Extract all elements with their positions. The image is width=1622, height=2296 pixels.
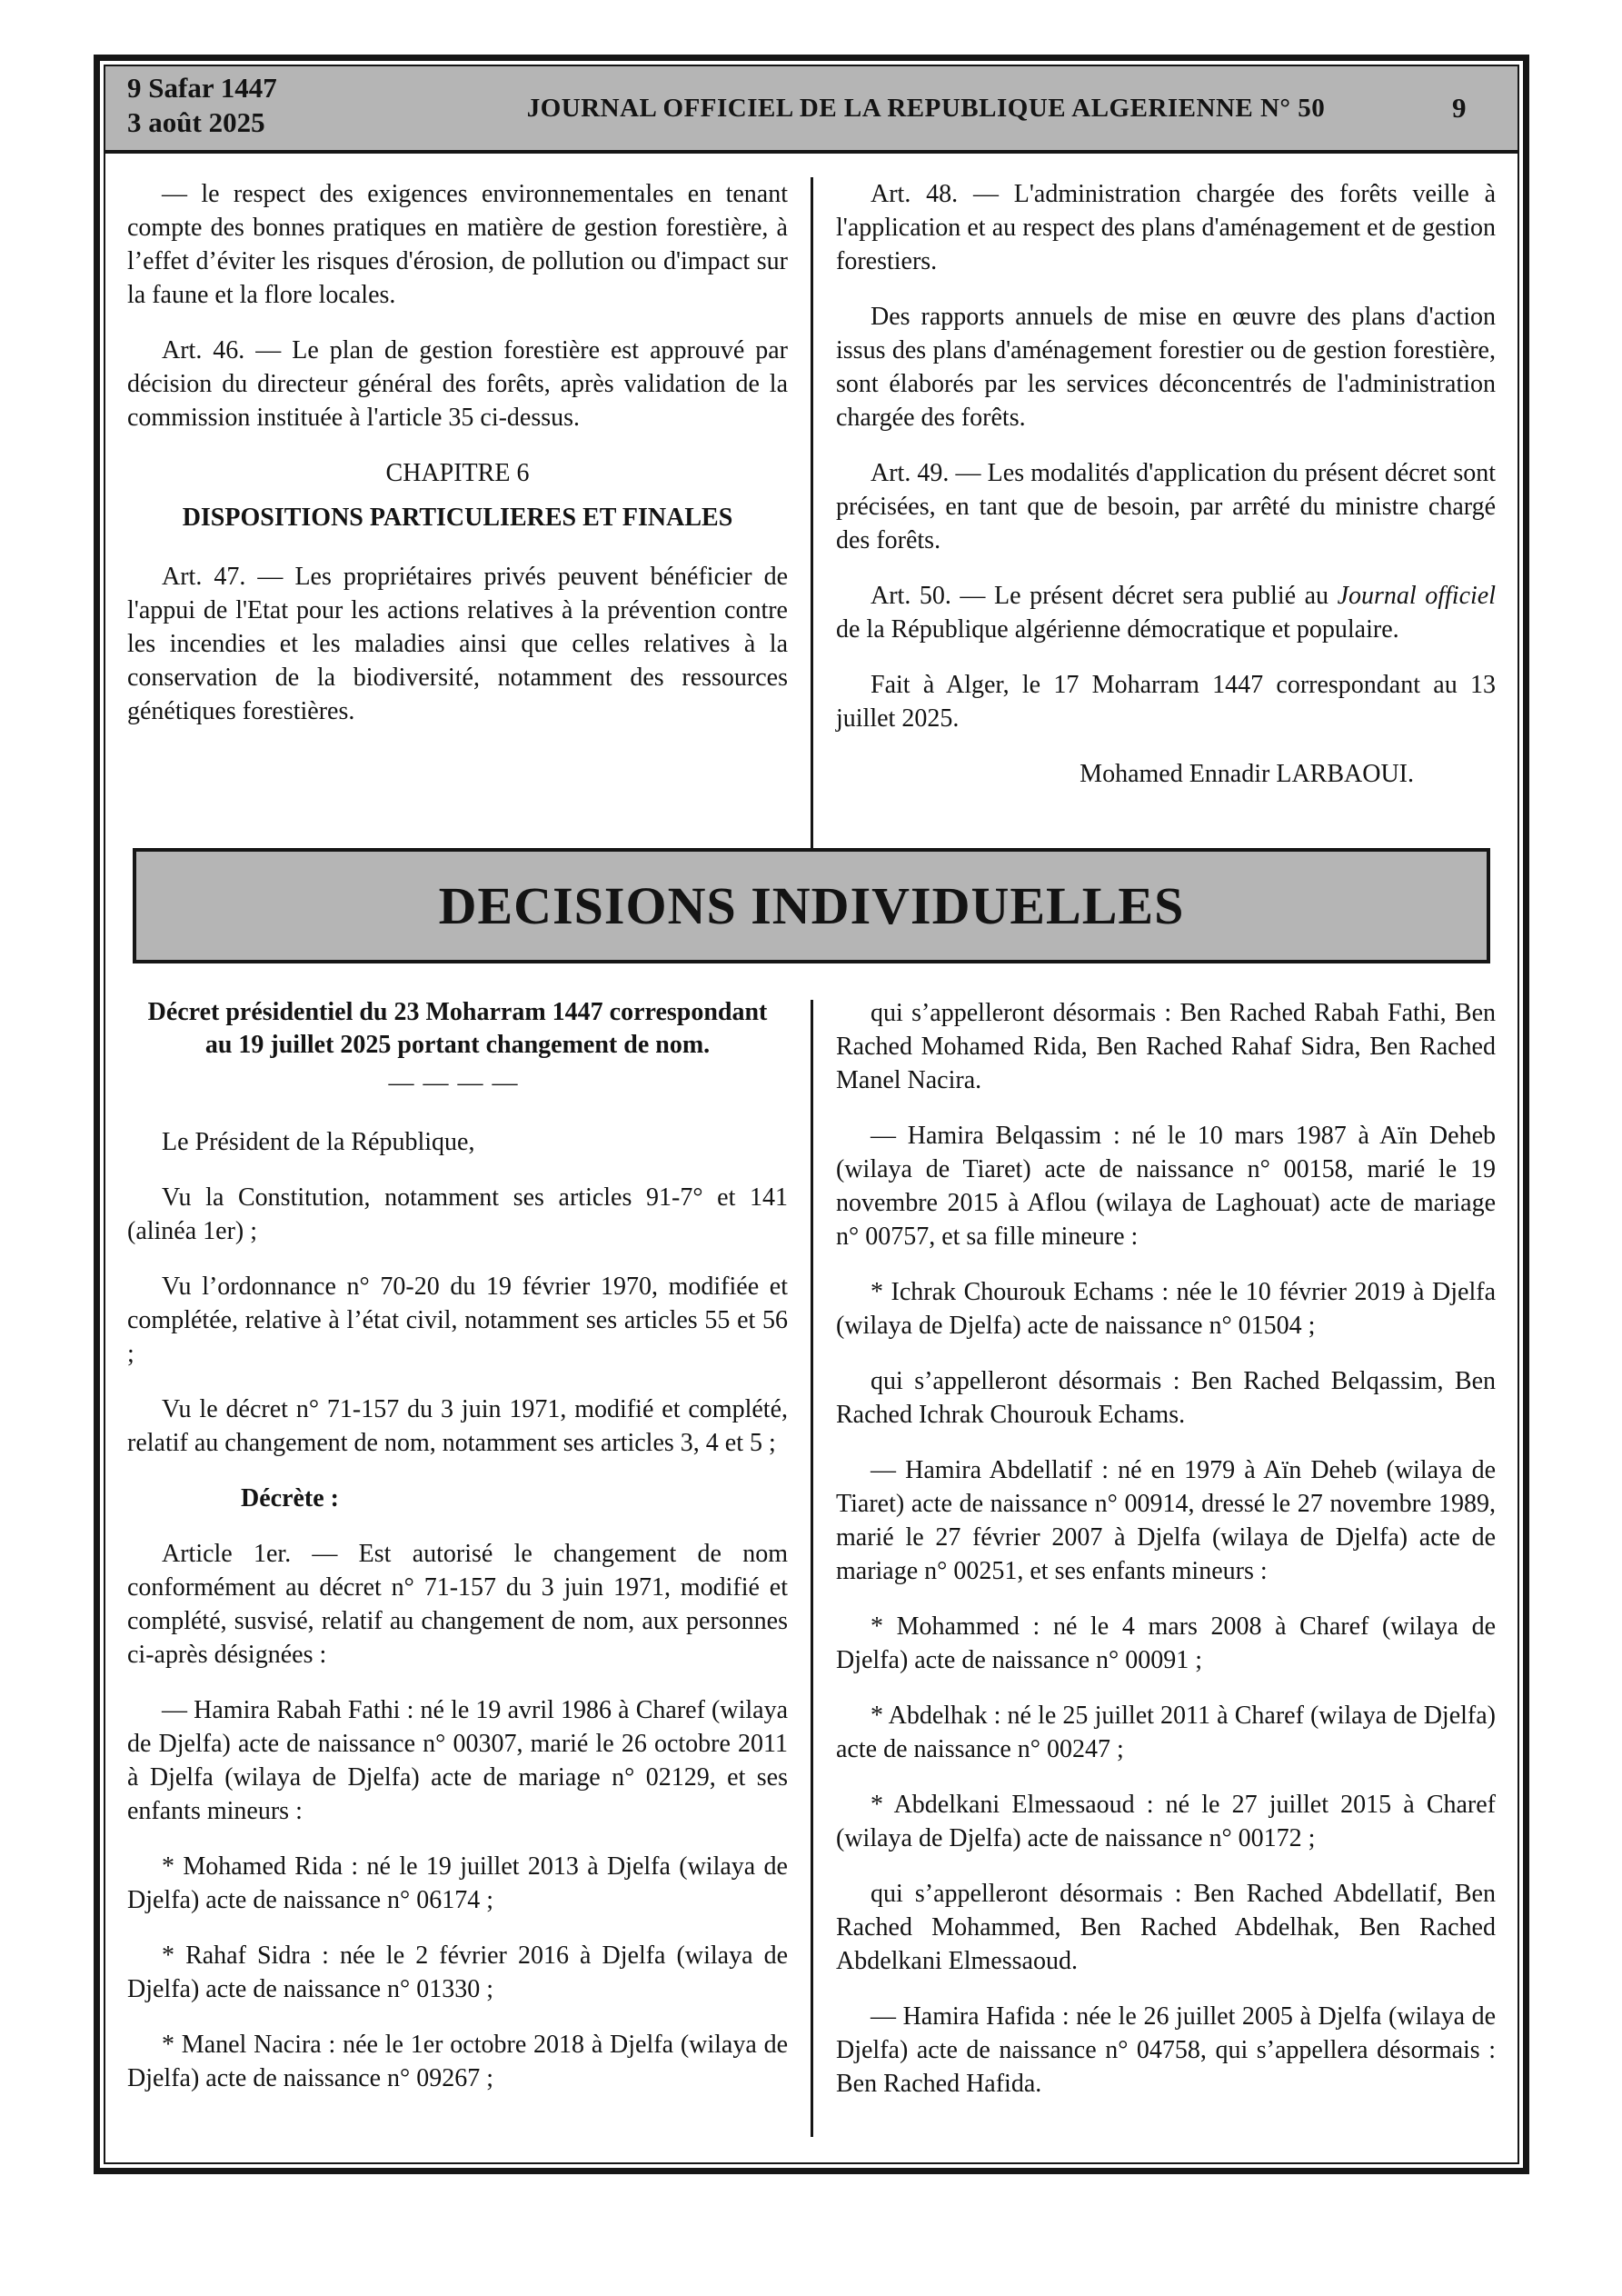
paragraph-mohammed: * Mohammed : né le 4 mars 2008 à Charef (wilaya de Djelfa) acte de naissance n° 00091 ; [836, 1612, 1496, 1674]
paragraph-art-46: Art. 46. — Le plan de gestion forestière est approuvé par décision du directeur général des forêts, après validation de la commission instituée à l'article 35 ci-dessus. [127, 336, 788, 432]
paragraph-art-49: Art. 49. — Les modalités d'application du présent décret sont précisées, en tant que de besoin, par arrêté du ministre chargé des forêts. [836, 459, 1496, 554]
paragraph-vu-decret: Vu le décret n° 71-157 du 3 juin 1971, modifié et complété, relatif au changement de nom, notamment ses articles 3, 4 et 5 ; [127, 1395, 788, 1457]
column-divider-bottom [811, 1000, 813, 2137]
signature-larbaoui: Mohamed Ennadir LARBAOUI. [1080, 760, 1414, 788]
date-gregorian: 3 août 2025 [127, 106, 265, 138]
masthead-dates [105, 66, 400, 150]
paragraph-ichrak-chourouk: * Ichrak Chourouk Echams : née le 10 février 2019 à Djelfa (wilaya de Djelfa) acte de naissance n° 01504 ; [836, 1278, 1496, 1340]
name-change-left-column [127, 991, 788, 2162]
paragraph-respect-exigences: — le respect des exigences environnementales en tenant compte des bonnes pratiques en matière de gestion forestière, à l’effet d’éviter les risques d'érosion, de pollution ou d'impact sur la faune et la flore locales. [127, 180, 788, 309]
paragraph-rename-1: qui s’appelleront désormais : Ben Rached Rabah Fathi, Ben Rached Mohamed Rida, Ben Rached Rahaf Sidra, Ben Rached Manel Nacira. [836, 999, 1496, 1094]
paragraph-art-50 [836, 579, 1496, 646]
paragraph-hamira-belqassim: — Hamira Belqassim : né le 10 mars 1987 à Aïn Deheb (wilaya de Tiaret) acte de naissance n° 00158, marié le 19 novembre 2015 à Aflou (wilaya de Laghouat) acte de mariage n° 00757, et sa fille mineure : [836, 1122, 1496, 1251]
art-50-text: Art. 50. — Le présent décret sera publié au [871, 582, 1338, 610]
paragraph-abdelkani: * Abdelkani Elmessaoud : né le 27 juillet 2015 à Charef (wilaya de Djelfa) acte de naissance n° 00172 ; [836, 1791, 1496, 1852]
paragraph-vu-constitution: Vu la Constitution, notamment ses articles 91-7° et 141 (alinéa 1er) ; [127, 1183, 788, 1245]
column-divider-top [811, 177, 813, 848]
forest-right-column [836, 154, 1496, 848]
paragraph-article-1er: Article 1er. — Est autorisé le changement de nom conformément au décret n° 71-157 du 3 juin 1971, modifié et complété, susvisé, relatif au changement de nom, aux personnes ci-après désignées : [127, 1540, 788, 1669]
paragraph-hamira-abdellatif: — Hamira Abdellatif : né en 1979 à Aïn Deheb (wilaya de Tiaret) acte de naissance n° 00914, dressé le 27 novembre 1989, marié le 27 février 2007 à Djelfa (wilaya de Djelfa) acte de mariage n° 00251, et ses enfants mineurs : [836, 1456, 1496, 1585]
paragraph-rename-3: qui s’appelleront désormais : Ben Rached Abdellatif, Ben Rached Mohammed, Ben Rached Abdelhak, Ben Rached Abdelkani Elmessaoud. [836, 1880, 1496, 1975]
decisions-banner [133, 848, 1490, 963]
section-name-change-decree [105, 991, 1518, 2162]
paragraph-hamira-hafida: — Hamira Hafida : née le 26 juillet 2005 à Djelfa (wilaya de Djelfa) acte de naissance n° 04758, qui s’appellera désormais : Ben Rached Hafida. [836, 2002, 1496, 2098]
date-hijri: 9 Safar 1447 [127, 72, 277, 104]
journal-title: JOURNAL OFFICIEL DE LA REPUBLIQUE ALGERIENNE N° 50 [526, 93, 1326, 123]
paragraph-vu-ordonnance: Vu l’ordonnance n° 70-20 du 19 février 1970, modifiée et complétée, relative à l’état civil, notamment ses articles 55 et 56 ; [127, 1273, 788, 1368]
chapter-title: DISPOSITIONS PARTICULIERES ET FINALES [182, 504, 733, 532]
name-change-right-column [836, 991, 1496, 2162]
decree-heading-line2: au 19 juillet 2025 portant changement de nom. [204, 1031, 711, 1059]
page-border [94, 55, 1529, 2174]
decisions-banner-title: DECISIONS INDIVIDUELLES [438, 876, 1185, 935]
paragraph-art-48: Art. 48. — L'administration chargée des forêts veille à l'application et au respect des plans d'aménagement et de gestion forestiers. [836, 180, 1496, 275]
paragraph-rahaf-sidra: * Rahaf Sidra : née le 2 février 2016 à Djelfa (wilaya de Djelfa) acte de naissance n° 01330 ; [127, 1942, 788, 2003]
journal-officiel-italic: Journal officiel [1337, 582, 1497, 610]
masthead [105, 66, 1518, 154]
decree-heading-line1: Décret présidentiel du 23 Moharram 1447 correspondant [147, 998, 768, 1026]
art-50-text-end: de la République algérienne démocratique et populaire. [836, 615, 1399, 644]
page-content [104, 65, 1519, 2164]
paragraph-president: Le Président de la République, [162, 1128, 475, 1156]
paragraph-rename-2: qui s’appelleront désormais : Ben Rached Belqassim, Ben Rached Ichrak Chourouk Echams. [836, 1367, 1496, 1429]
page-number: 9 [1452, 92, 1467, 124]
paragraph-rapports-annuels: Des rapports annuels de mise en œuvre des plans d'action issus des plans d'aménagement forestier ou de gestion forestière, sont élaborés par les services déconcentrés de l'administration chargée des forêts. [836, 303, 1496, 432]
forest-left-column [127, 154, 788, 848]
chapter-number: CHAPITRE 6 [385, 459, 530, 487]
paragraph-mohamed-rida: * Mohamed Rida : né le 19 juillet 2013 à Djelfa (wilaya de Djelfa) acte de naissance n° 06174 ; [127, 1852, 788, 1914]
paragraph-fait-a-alger: Fait à Alger, le 17 Moharram 1447 correspondant au 13 juillet 2025. [836, 671, 1496, 733]
paragraph-art-47: Art. 47. — Les propriétaires privés peuvent bénéficier de l'appui de l'Etat pour les actions relatives à la prévention contre les incendies et les maladies ainsi que celles relatives à la conservation de la biodiversité, notamment des ressources génétiques forestières. [127, 563, 788, 725]
dash-separator: ———— [388, 1069, 527, 1097]
paragraph-abdelhak: * Abdelhak : né le 25 juillet 2011 à Charef (wilaya de Djelfa) acte de naissance n° 00247 ; [836, 1702, 1496, 1763]
paragraph-hamira-rabah-fathi: — Hamira Rabah Fathi : né le 19 avril 1986 à Charef (wilaya de Djelfa) acte de naissance n° 00307, marié le 26 octobre 2011 à Djelfa (wilaya de Djelfa) acte de mariage n° 02129, et ses enfants mineurs : [127, 1696, 788, 1825]
paragraph-manel-nacira: * Manel Nacira : née le 1er octobre 2018 à Djelfa (wilaya de Djelfa) acte de naissance n° 09267 ; [127, 2031, 788, 2092]
section-forest-decree [105, 154, 1518, 848]
decree-word: Décrète : [241, 1484, 340, 1512]
